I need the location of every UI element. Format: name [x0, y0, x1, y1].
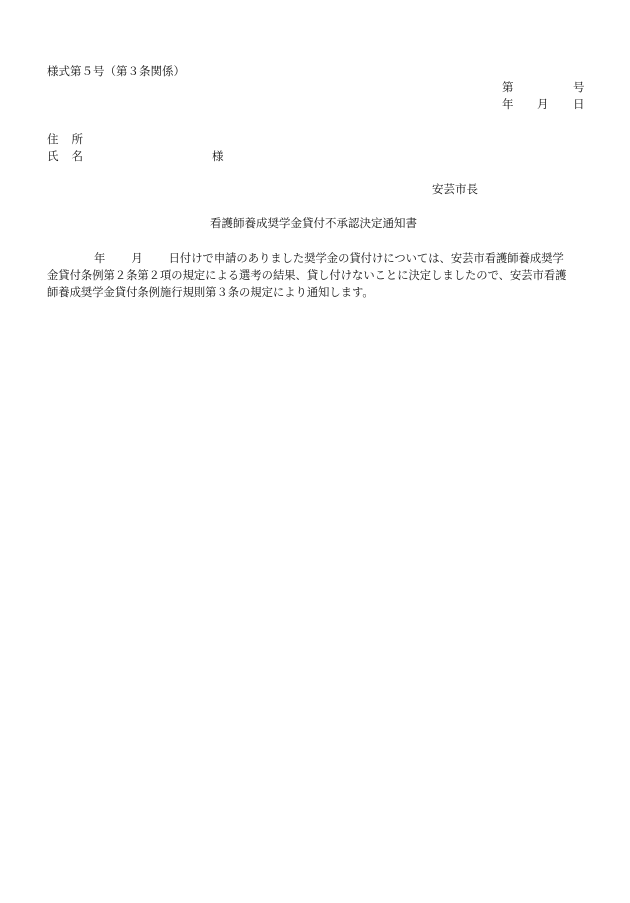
sender-title: 安芸市長: [432, 182, 478, 196]
honorific: 様: [212, 149, 224, 163]
body-line-2: 金貸付条例第２条第２項の規定による選考の結果、貸し付けないことに決定しましたので、安芸市看護: [47, 269, 567, 282]
document-title: 看護師養成奨学金貸付不承認決定通知書: [210, 216, 417, 230]
body-line-1-text: 日付けで申請のありました奨学金の貸付けについては、安芸市看護師養成奨学: [168, 252, 564, 265]
body-paragraph: [47, 250, 587, 301]
body-line-3: 師養成奨学金貸付条例施行規則第３条の規定により通知します。: [47, 286, 374, 299]
date-day-label: 日: [573, 97, 585, 111]
form-number: 様式第５号（第３条関係）: [47, 64, 185, 78]
date-year-label: 年: [502, 97, 514, 111]
doc-number-suffix: 号: [573, 80, 585, 94]
name-label: 氏名: [47, 149, 96, 163]
body-year-label: 年: [94, 252, 106, 265]
date-month-label: 月: [537, 97, 549, 111]
body-month-label: 月: [131, 252, 143, 265]
address-label: 住所: [47, 132, 96, 146]
doc-number-label: 第: [502, 80, 514, 94]
body-line-1: [47, 250, 587, 267]
